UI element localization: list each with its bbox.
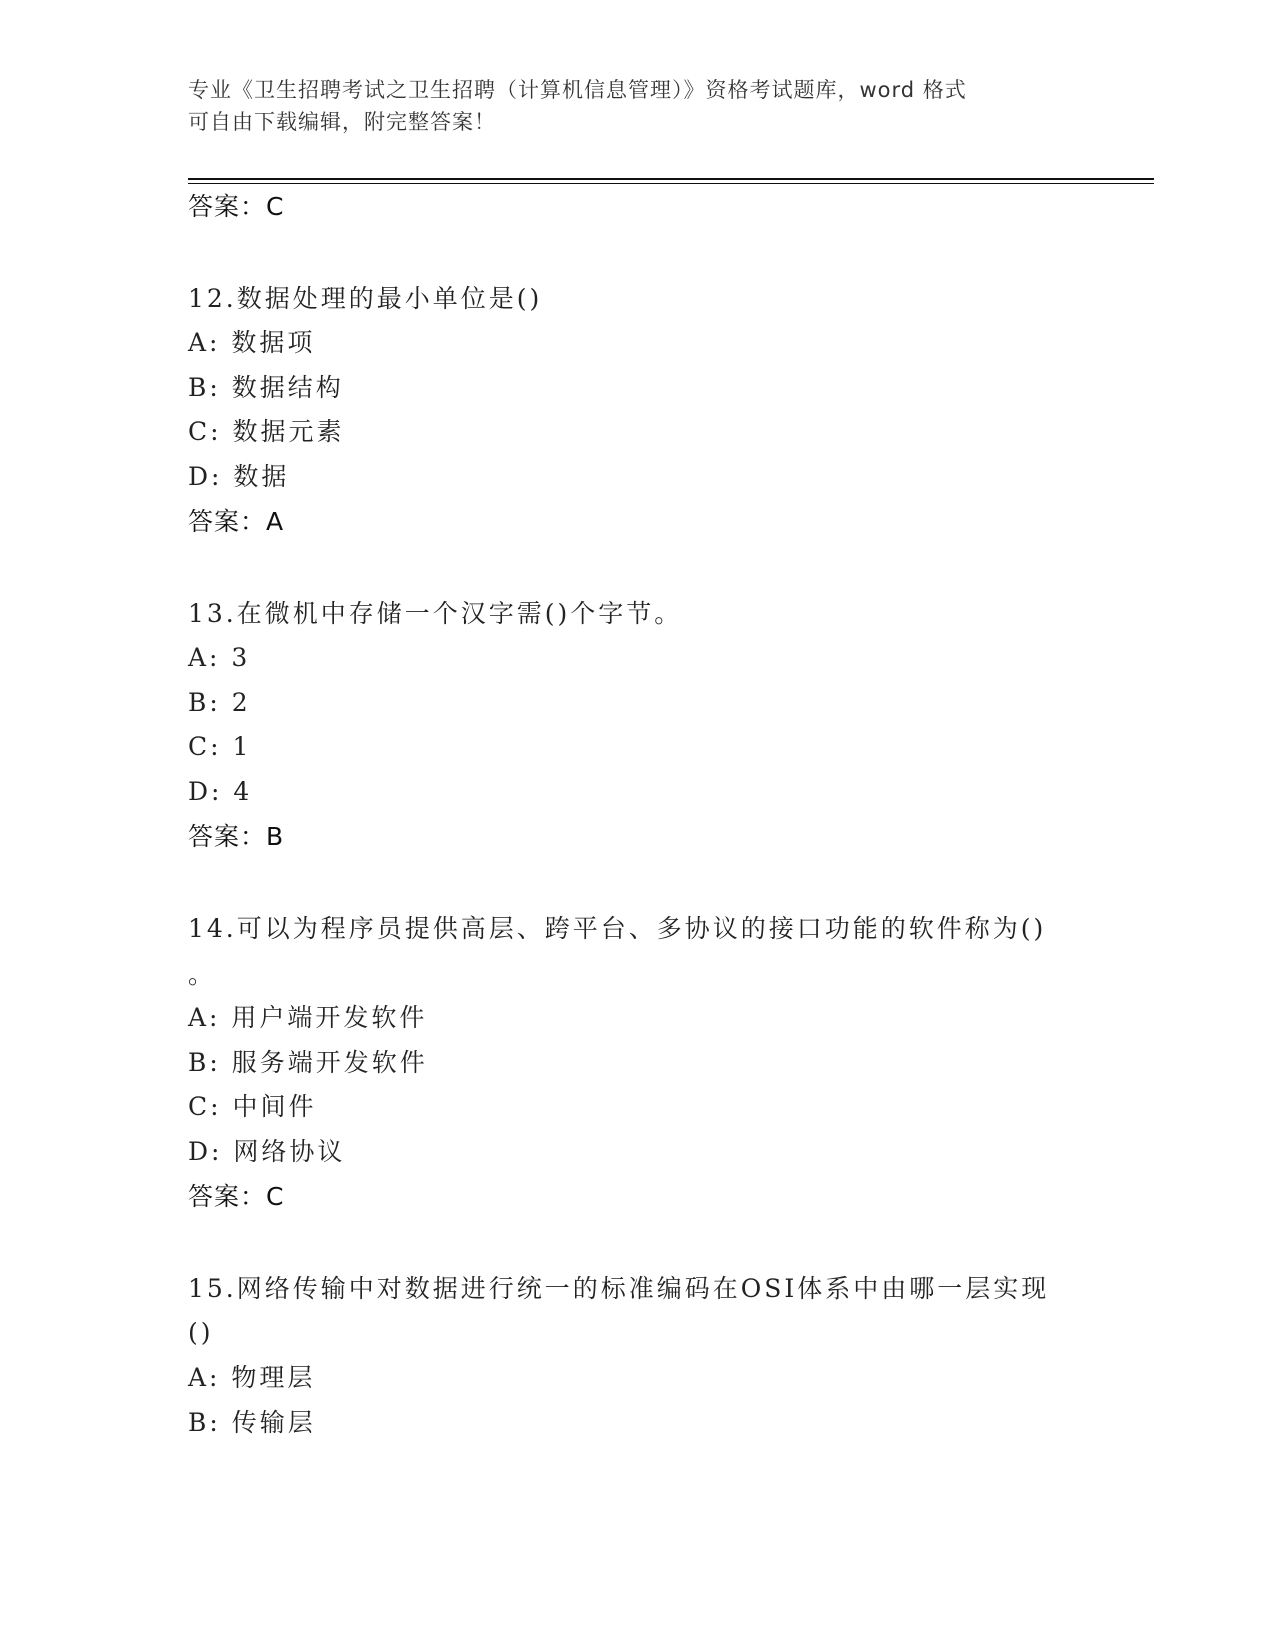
document-header [188, 74, 1068, 138]
question-14-option-d: D: 网络协议 [188, 1137, 346, 1166]
question-15-stem: 15.网络传输中对数据进行统一的标准编码在OSI体系中由哪一层实现 [188, 1274, 1050, 1303]
question-14-option-b: B: 服务端开发软件 [188, 1048, 428, 1077]
question-12-option-a: A: 数据项 [188, 328, 316, 357]
question-13-option-a: A: 3 [188, 643, 251, 672]
question-14-option-a: A: 用户端开发软件 [188, 1003, 428, 1032]
question-15-option-b: B: 传输层 [188, 1408, 316, 1437]
question-13-answer: 答案：B [188, 822, 285, 851]
question-15-stem-continuation: () [188, 1318, 214, 1347]
header-line-2: 可自由下载编辑，附完整答案！ [188, 110, 496, 134]
question-14-stem-continuation: 。 [188, 960, 217, 989]
question-14-answer: 答案：C [188, 1182, 285, 1211]
question-15-option-a: A: 物理层 [188, 1363, 316, 1392]
question-13-stem: 13.在微机中存储一个汉字需()个字节。 [188, 599, 683, 628]
previous-answer: 答案：C [188, 192, 285, 221]
question-14-stem: 14.可以为程序员提供高层、跨平台、多协议的接口功能的软件称为() [188, 914, 1047, 943]
question-12-answer: 答案：A [188, 507, 285, 536]
header-divider [188, 178, 1154, 180]
header-divider-thin [188, 183, 1154, 184]
question-12-option-b: B: 数据结构 [188, 373, 344, 402]
question-12-option-d: D: 数据 [188, 462, 290, 491]
question-12-option-c: C: 数据元素 [188, 417, 345, 446]
header-line-1: 专业《卫生招聘考试之卫生招聘（计算机信息管理）》资格考试题库，word 格式 [188, 78, 967, 102]
question-12-stem: 12.数据处理的最小单位是() [188, 284, 543, 313]
question-13-option-c: C: 1 [188, 732, 252, 761]
question-14-option-c: C: 中间件 [188, 1092, 317, 1121]
question-13-option-b: B: 2 [188, 688, 251, 717]
question-13-option-d: D: 4 [188, 777, 253, 806]
